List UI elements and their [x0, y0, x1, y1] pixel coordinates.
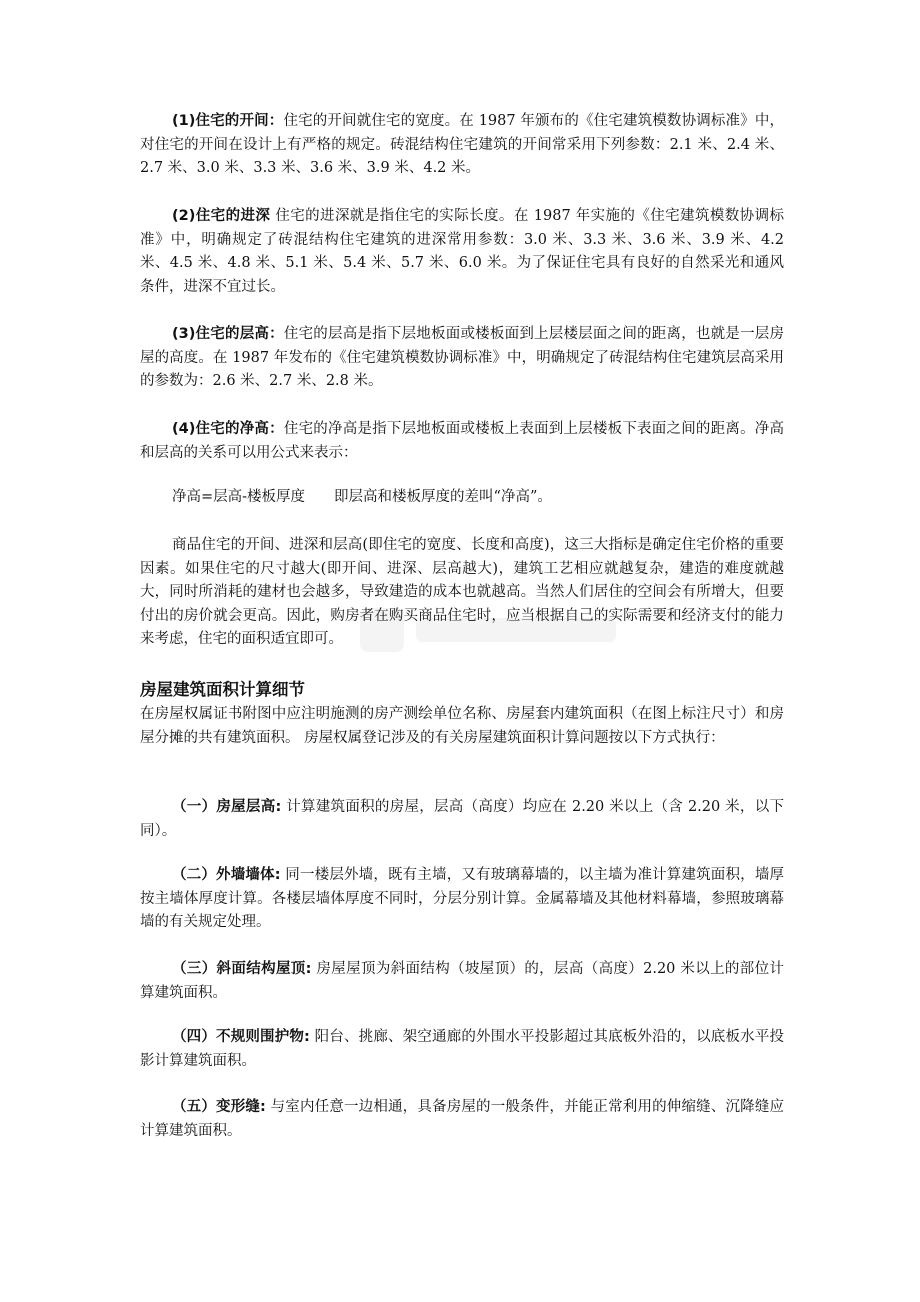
item-text: 与室内任意一边相通，具备房屋的一般条件，并能正常利用的伸缩缝、沉降缝应计算建筑面积。 [140, 1099, 784, 1139]
item-irregular-enclosure [140, 1026, 784, 1073]
item-label: （四）不规则围护物: [172, 1029, 310, 1045]
section-title: 房屋建筑面积计算细节 [140, 680, 305, 699]
item-label: （一）房屋层高: [172, 799, 282, 815]
paragraph-room-width [140, 110, 784, 181]
item-label: （五）变形缝: [172, 1099, 266, 1115]
item-label: （二）外墙墙体: [172, 867, 281, 883]
item-exterior-wall [140, 864, 784, 935]
term-net-height: (4)住宅的净高： [172, 421, 284, 437]
item-text: 房屋屋顶为斜面结构（坡屋顶）的，层高（高度）2.20 米以上的部位计算建筑面积。 [140, 961, 784, 1001]
section-intro: 在房屋权属证书附图中应注明施测的房产测绘单位名称、房屋套内建筑面积（在图上标注尺寸）和房屋分摊的共有建筑面积。 房屋权属登记涉及的有关房屋建筑面积计算问题按以下方式执行： [140, 706, 784, 746]
item-text: 计算建筑面积的房屋，层高（高度）均应在 2.20 米以上（含 2.20 米，以下同）。 [140, 799, 784, 839]
text-room-width: 住宅的开间就住宅的宽度。在 1987 年颁布的《住宅建筑模数协调标准》中，对住宅的开间在设计上有严格的规定。砖混结构住宅建筑的开间常采用下列参数：2.1 米、2.4 米、2.7 米、3.0 米、3.3 米、3.6 米、3.9 米、4.2 米。 [140, 113, 785, 176]
text-net-height: 住宅的净高是指下层地板面或楼板上表面到上层楼板下表面之间的距离。净高和层高的关系可以用公式来表示： [140, 421, 784, 461]
text-room-depth: 住宅的进深就是指住宅的实际长度。在 1987 年实施的《住宅建筑模数协调标准》中，明确规定了砖混结构住宅建筑的进深常用参数：3.0 米、3.3 米、3.6 米、3.9 米、4.2 米、4.5 米、4.8 米、5.1 米、5.4 米、5.7 米、6.0 米。为了保证住宅具有良好的自然采光和通风条件，进深不宜过长。 [140, 208, 784, 295]
term-room-depth: (2)住宅的进深 [172, 208, 271, 224]
item-text: 阳台、挑廊、架空通廊的外围水平投影超过其底板外沿的，以底板水平投影计算建筑面积。 [140, 1029, 784, 1069]
formula-line: 净高=层高-楼板厚度 即层高和楼板厚度的差叫“净高”。 [172, 489, 552, 505]
watermark-logo [360, 600, 620, 660]
item-sloped-roof [140, 958, 784, 1005]
paragraph-summary: 商品住宅的开间、进深和层高(即住宅的宽度、长度和高度)，这三大指标是确定住宅价格的重要因素。如果住宅的尺寸越大(即开间、进深、层高越大)，建筑工艺相应就越复杂，建造的难度就越大，同时所消耗的建材也会越多，导致建造的成本也就越高。当然人们居住的空间会有所增大，但要付出的房价就会更高。因此，购房者在购买商品住宅时，应当根据自己的实际需要和经济支付的能力来考虑，住宅的面积适宜即可。 [140, 537, 784, 647]
item-text: 同一楼层外墙，既有主墙，又有玻璃幕墙的，以主墙为准计算建筑面积，墙厚按主墙体厚度计算。各楼层墙体厚度不同时，分层分别计算。金属幕墙及其他材料幕墙，参照玻璃幕墙的有关规定处理。 [140, 867, 784, 930]
term-floor-height: (3)住宅的层高： [172, 326, 284, 342]
paragraph-room-depth [140, 205, 784, 299]
item-floor-height [140, 796, 784, 843]
item-deformation-joint [140, 1096, 784, 1143]
item-label: （三）斜面结构屋顶: [172, 961, 312, 977]
paragraph-floor-height [140, 323, 784, 394]
text-floor-height: 住宅的层高是指下层地板面或楼板面到上层楼层面之间的距离，也就是一层房屋的高度。在 1987 年发布的《住宅建筑模数协调标准》中，明确规定了砖混结构住宅建筑层高采用的参数为：2.6 米、2.7 米、2.8 米。 [140, 326, 784, 389]
term-room-width: (1)住宅的开间： [172, 113, 284, 129]
paragraph-net-height [140, 418, 784, 465]
